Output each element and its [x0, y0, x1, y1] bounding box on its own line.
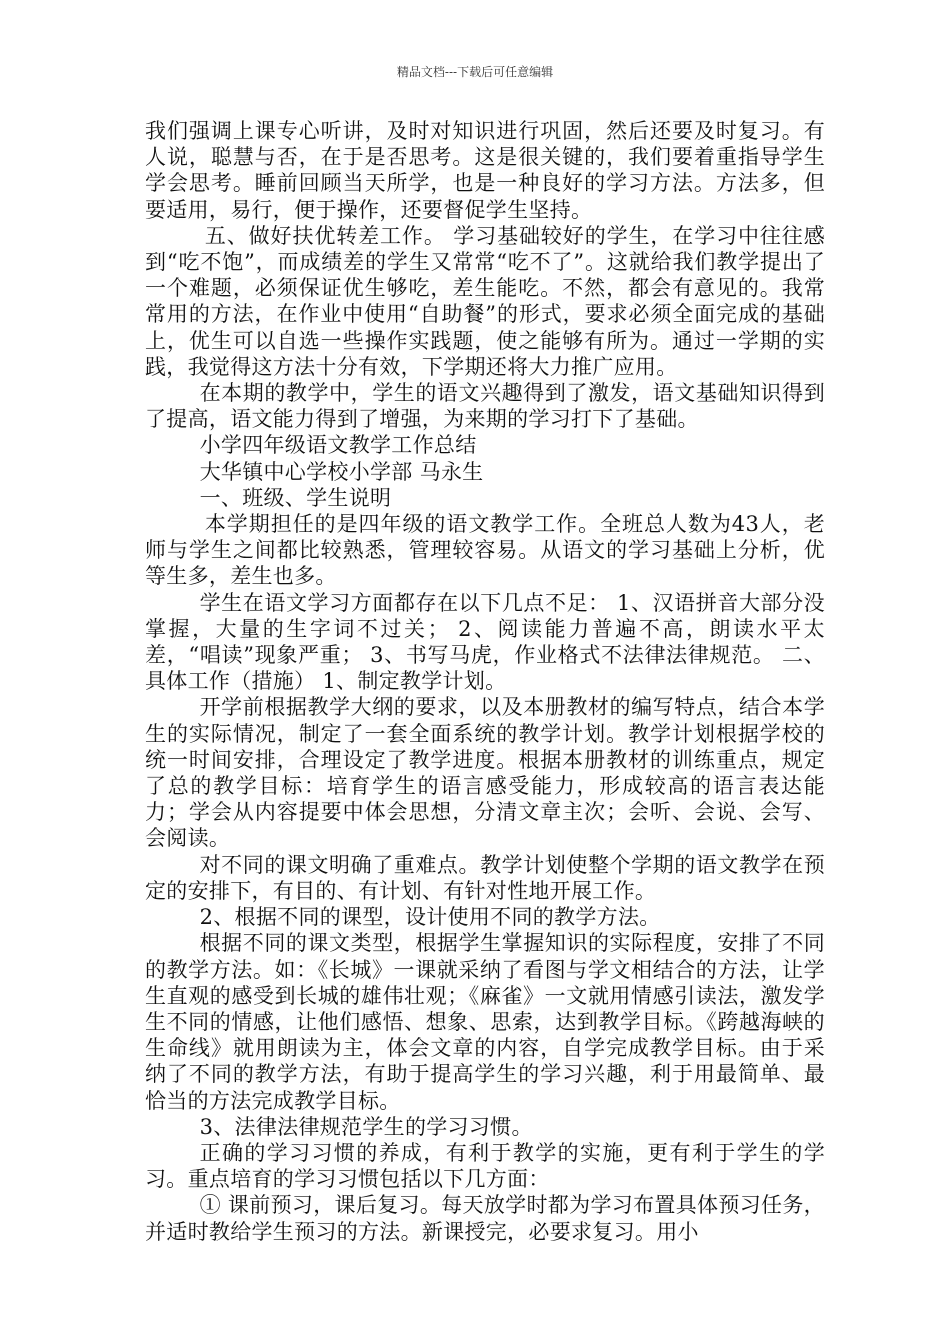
page-header: 精品文档---下载后可任意编辑	[396, 65, 554, 79]
section-heading-class-info: 一、班级、学生说明	[199, 485, 392, 510]
paragraph-student-weaknesses: 学生在语文学习方面都存在以下几点不足： 1、汉语拼音大部分没掌握，大量的生字词不过关； 2、阅读能力普遍不高，朗读水平太差，“唱读”现象严重； 3、书写马虎，作业格式不法律法律规范。 二、具体工作（措施） 1、制定教学计划。	[145, 590, 825, 694]
paragraph-class-overview: 本学期担任的是四年级的语文教学工作。全班总人数为43人，老师与学生之间都比较熟悉，管理较容易。从语文的学习基础上分析，优等生多，差生也多。	[145, 512, 825, 589]
paragraph-preview-review: ① 课前预习，课后复习。每天放学时都为学习布置具体预习任务，并适时教给学生预习的方法。新课授完，必要求复习。用小	[145, 1193, 825, 1244]
document-body	[145, 118, 825, 1245]
paragraph-section-five: 五、做好扶优转差工作。 学习基础较好的学生，在学习中往往感到“吃不饱”，而成绩差的学生又常常“吃不了”。这就给我们教学提出了一个难题，必须保证优生够吃，差生能吃。不然，都会有意见的。我常常用的方法，在作业中使用“自助餐”的形式，要求必须全面完成的基础上，优生可以自选一些操作实践题，使之能够有所为。通过一学期的实践，我觉得这方法十分有效，下学期还将大力推广应用。	[145, 223, 825, 379]
document-title: 小学四年级语文教学工作总结	[199, 433, 477, 458]
paragraph-key-points: 对不同的课文明确了重难点。教学计划使整个学期的语文教学在预定的安排下，有目的、有计划、有针对性地开展工作。	[145, 852, 825, 903]
document-author: 大华镇中心学校小学部 马永生	[199, 459, 484, 484]
paragraph-term-summary: 在本期的教学中，学生的语文兴趣得到了激发，语文基础知识得到了提高，语文能力得到了增强，为来期的学习打下了基础。	[145, 381, 825, 432]
paragraph-review-methods: 我们强调上课专心听讲，及时对知识进行巩固，然后还要及时复习。有人说，聪慧与否，在于是否思考。这是很关键的，我们要着重指导学生学会思考。睡前回顾当天所学，也是一种良好的学习方法。方法多，但要适用，易行，便于操作，还要督促学生坚持。	[145, 119, 825, 222]
section-heading-habits: 3、法律法律规范学生的学习习惯。	[199, 1114, 533, 1139]
section-heading-methods: 2、根据不同的课型，设计使用不同的教学方法。	[199, 905, 661, 930]
paragraph-teaching-plan: 开学前根据教学大纲的要求，以及本册教材的编写特点，结合本学生的实际情况，制定了一套全面系统的教学计划。教学计划根据学校的统一时间安排，合理设定了教学进度。根据本册教材的训练重点，规定了总的教学目标：培育学生的语言感受能力，形成较高的语言表达能力；学会从内容提要中体会思想，分清文章主次；会听、会说、会写、会阅读。	[145, 695, 825, 851]
paragraph-habits-intro: 正确的学习习惯的养成，有利于教学的实施，更有利于学生的学习。重点培育的学习习惯包括以下几方面：	[145, 1140, 825, 1192]
paragraph-teaching-methods: 根据不同的课文类型，根据学生掌握知识的实际程度，安排了不同的教学方法。如：《长城》一课就采纳了看图与学文相结合的方法，让学生直观的感受到长城的雄伟壮观；《麻雀》一文就用情感引读法，激发学生不同的情感，让他们感悟、想象、思索，达到教学目标。《跨越海峡的生命线》就用朗读为主，体会文章的内容，自学完成教学目标。由于采纳了不同的教学方法，有助于提高学生的学习兴趣，利于用最简单、最恰当的方法完成教学目标。	[145, 931, 825, 1113]
